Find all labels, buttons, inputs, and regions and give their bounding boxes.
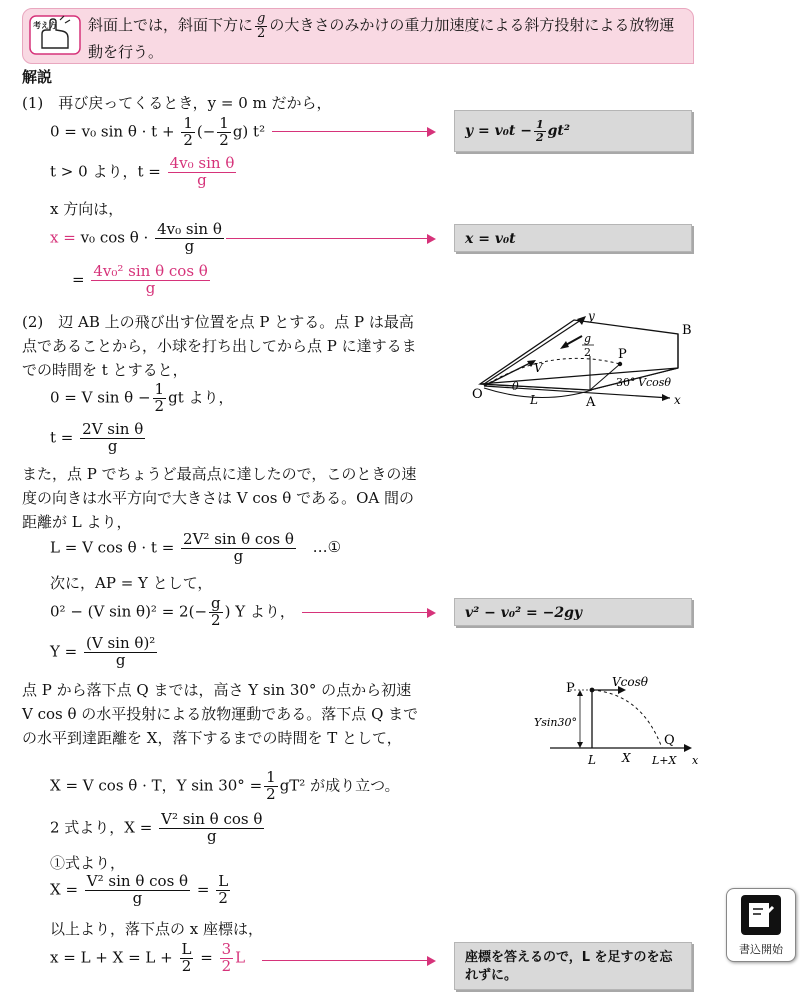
note-4: 座標を答えるので，L を足すのを忘れずに。 xyxy=(454,942,692,990)
pencil-note-icon xyxy=(741,895,781,935)
part2-X-eq: X = V cos θ · T，Y sin 30° = $\frac{1}{2}$ gT² が成り立つ。 xyxy=(50,768,400,803)
part2-Y: Y = $\frac{\text{(V sin θ)²}}{g}$ xyxy=(50,634,156,669)
svg-text:L+X: L+X xyxy=(652,754,677,767)
part2-two: 2 式より，X = $\frac{\text{V² sin θ cos θ}}{g}$ xyxy=(50,810,263,845)
svg-text:L: L xyxy=(530,393,538,407)
svg-text:O: O xyxy=(472,387,483,402)
svg-text:P: P xyxy=(566,681,575,696)
part2-p2: また，点 P でちょうど最高点に達したので，このときの速度の向きは水平方向で大きさは V cos θ である。OA 間の距離が L より， xyxy=(22,465,417,531)
write-start-label: 書込開始 xyxy=(739,943,783,956)
part2-X2: X = $\frac{\text{V² sin θ cos θ}}{g}$ = $\frac{L}{2}$ xyxy=(50,872,229,907)
part2-final: x = L + X = L + $\frac{L}{2}$ = $\frac{3}{2}$ L xyxy=(50,940,246,975)
part1-x-result: = $\frac{\text{4v₀² sin θ cos θ}}{g}$ xyxy=(72,262,208,297)
svg-text:V: V xyxy=(534,361,543,375)
note-2: x = v₀t xyxy=(454,224,692,252)
svg-text:x: x xyxy=(674,393,681,407)
part2-y-eq: 0² − (V sin θ)² = 2(− $\frac{g}{2}$ ) Y より， xyxy=(50,594,295,629)
arrow-1 xyxy=(272,131,434,132)
hint-text: 斜面上では，斜面下方に $\frac{g}{2}$ の大きさのみかけの重力加速度による斜方投射による放物運動を行う。 xyxy=(88,11,675,62)
part2-p3: 点 P から落下点 Q までは，高さ Y sin 30° の点から初速 V cos θ の水平投射による放物運動である。落下点 Q までの水平到達距離を X，落下するまでの時間を T として， xyxy=(22,681,419,747)
svg-text:g: g xyxy=(584,332,592,345)
hint-hand-icon xyxy=(28,14,82,56)
write-start-button[interactable] xyxy=(726,888,796,962)
part2-t: t = $\frac{\text{2V sin θ}}{g}$ xyxy=(50,420,144,455)
svg-text:x: x xyxy=(692,754,699,767)
section-title: 解説 xyxy=(22,68,53,86)
svg-text:2: 2 xyxy=(584,346,591,359)
note-1: y = v₀t − $\frac{1}{2}$ gt² xyxy=(454,110,692,152)
arrow-3 xyxy=(302,612,434,613)
svg-text:Ysin30°: Ysin30° xyxy=(534,716,578,729)
note-3: v² − v₀² = −2gy xyxy=(454,598,692,626)
svg-text:A: A xyxy=(586,395,596,410)
part1-t: t > 0 より，t = $\frac{\text{4v₀ sin θ}}{g}$ xyxy=(50,154,235,189)
part1-eq1: 0 = v₀ sin θ · t + $\frac{1}{2}$ (− $\frac{1}{2}$ g) t² xyxy=(50,114,266,149)
incline-diagram xyxy=(470,306,700,416)
svg-text:y: y xyxy=(588,309,595,323)
part2-eq-a: 0 = V sin θ − $\frac{1}{2}$ gt より， xyxy=(50,380,234,415)
svg-text:Vcosθ: Vcosθ xyxy=(638,376,671,389)
part1-x-eq: x = v₀ cos θ · $\frac{\text{4v₀ sin θ}}{g}$ xyxy=(50,220,222,255)
svg-text:L: L xyxy=(588,753,596,767)
arrow-2 xyxy=(226,238,434,239)
part2-L-eq: L = V cos θ · t = $\frac{\text{2V² sin θ cos θ}}{g}$ …① xyxy=(50,530,342,565)
part2-from1: ①式より， xyxy=(50,854,126,872)
svg-text:Vcosθ: Vcosθ xyxy=(612,676,648,689)
part1-intro: (1) 再び戻ってくるとき，y = 0 m だから， xyxy=(22,94,332,112)
svg-text:X: X xyxy=(622,751,631,765)
svg-text:P: P xyxy=(618,347,627,362)
arrow-4 xyxy=(262,960,434,961)
part2-p1: (2) 辺 AB 上の飛び出す位置を点 P とする。点 P は最高点であることから，小球を打ち出してから点 P に達するまでの時間を t とすると， xyxy=(22,313,417,379)
svg-text:B: B xyxy=(682,323,692,338)
part2-concl: 以上より，落下点の x 座標は， xyxy=(50,920,263,938)
part2-ap: 次に，AP = Y として， xyxy=(50,574,213,592)
hint-icon-label: 考え方 xyxy=(33,21,57,30)
part1-xdir: x 方向は， xyxy=(50,200,124,218)
svg-text:30°: 30° xyxy=(616,376,636,389)
svg-text:Q: Q xyxy=(664,733,675,748)
svg-text:θ: θ xyxy=(512,380,519,393)
projectile-diagram xyxy=(530,676,710,776)
